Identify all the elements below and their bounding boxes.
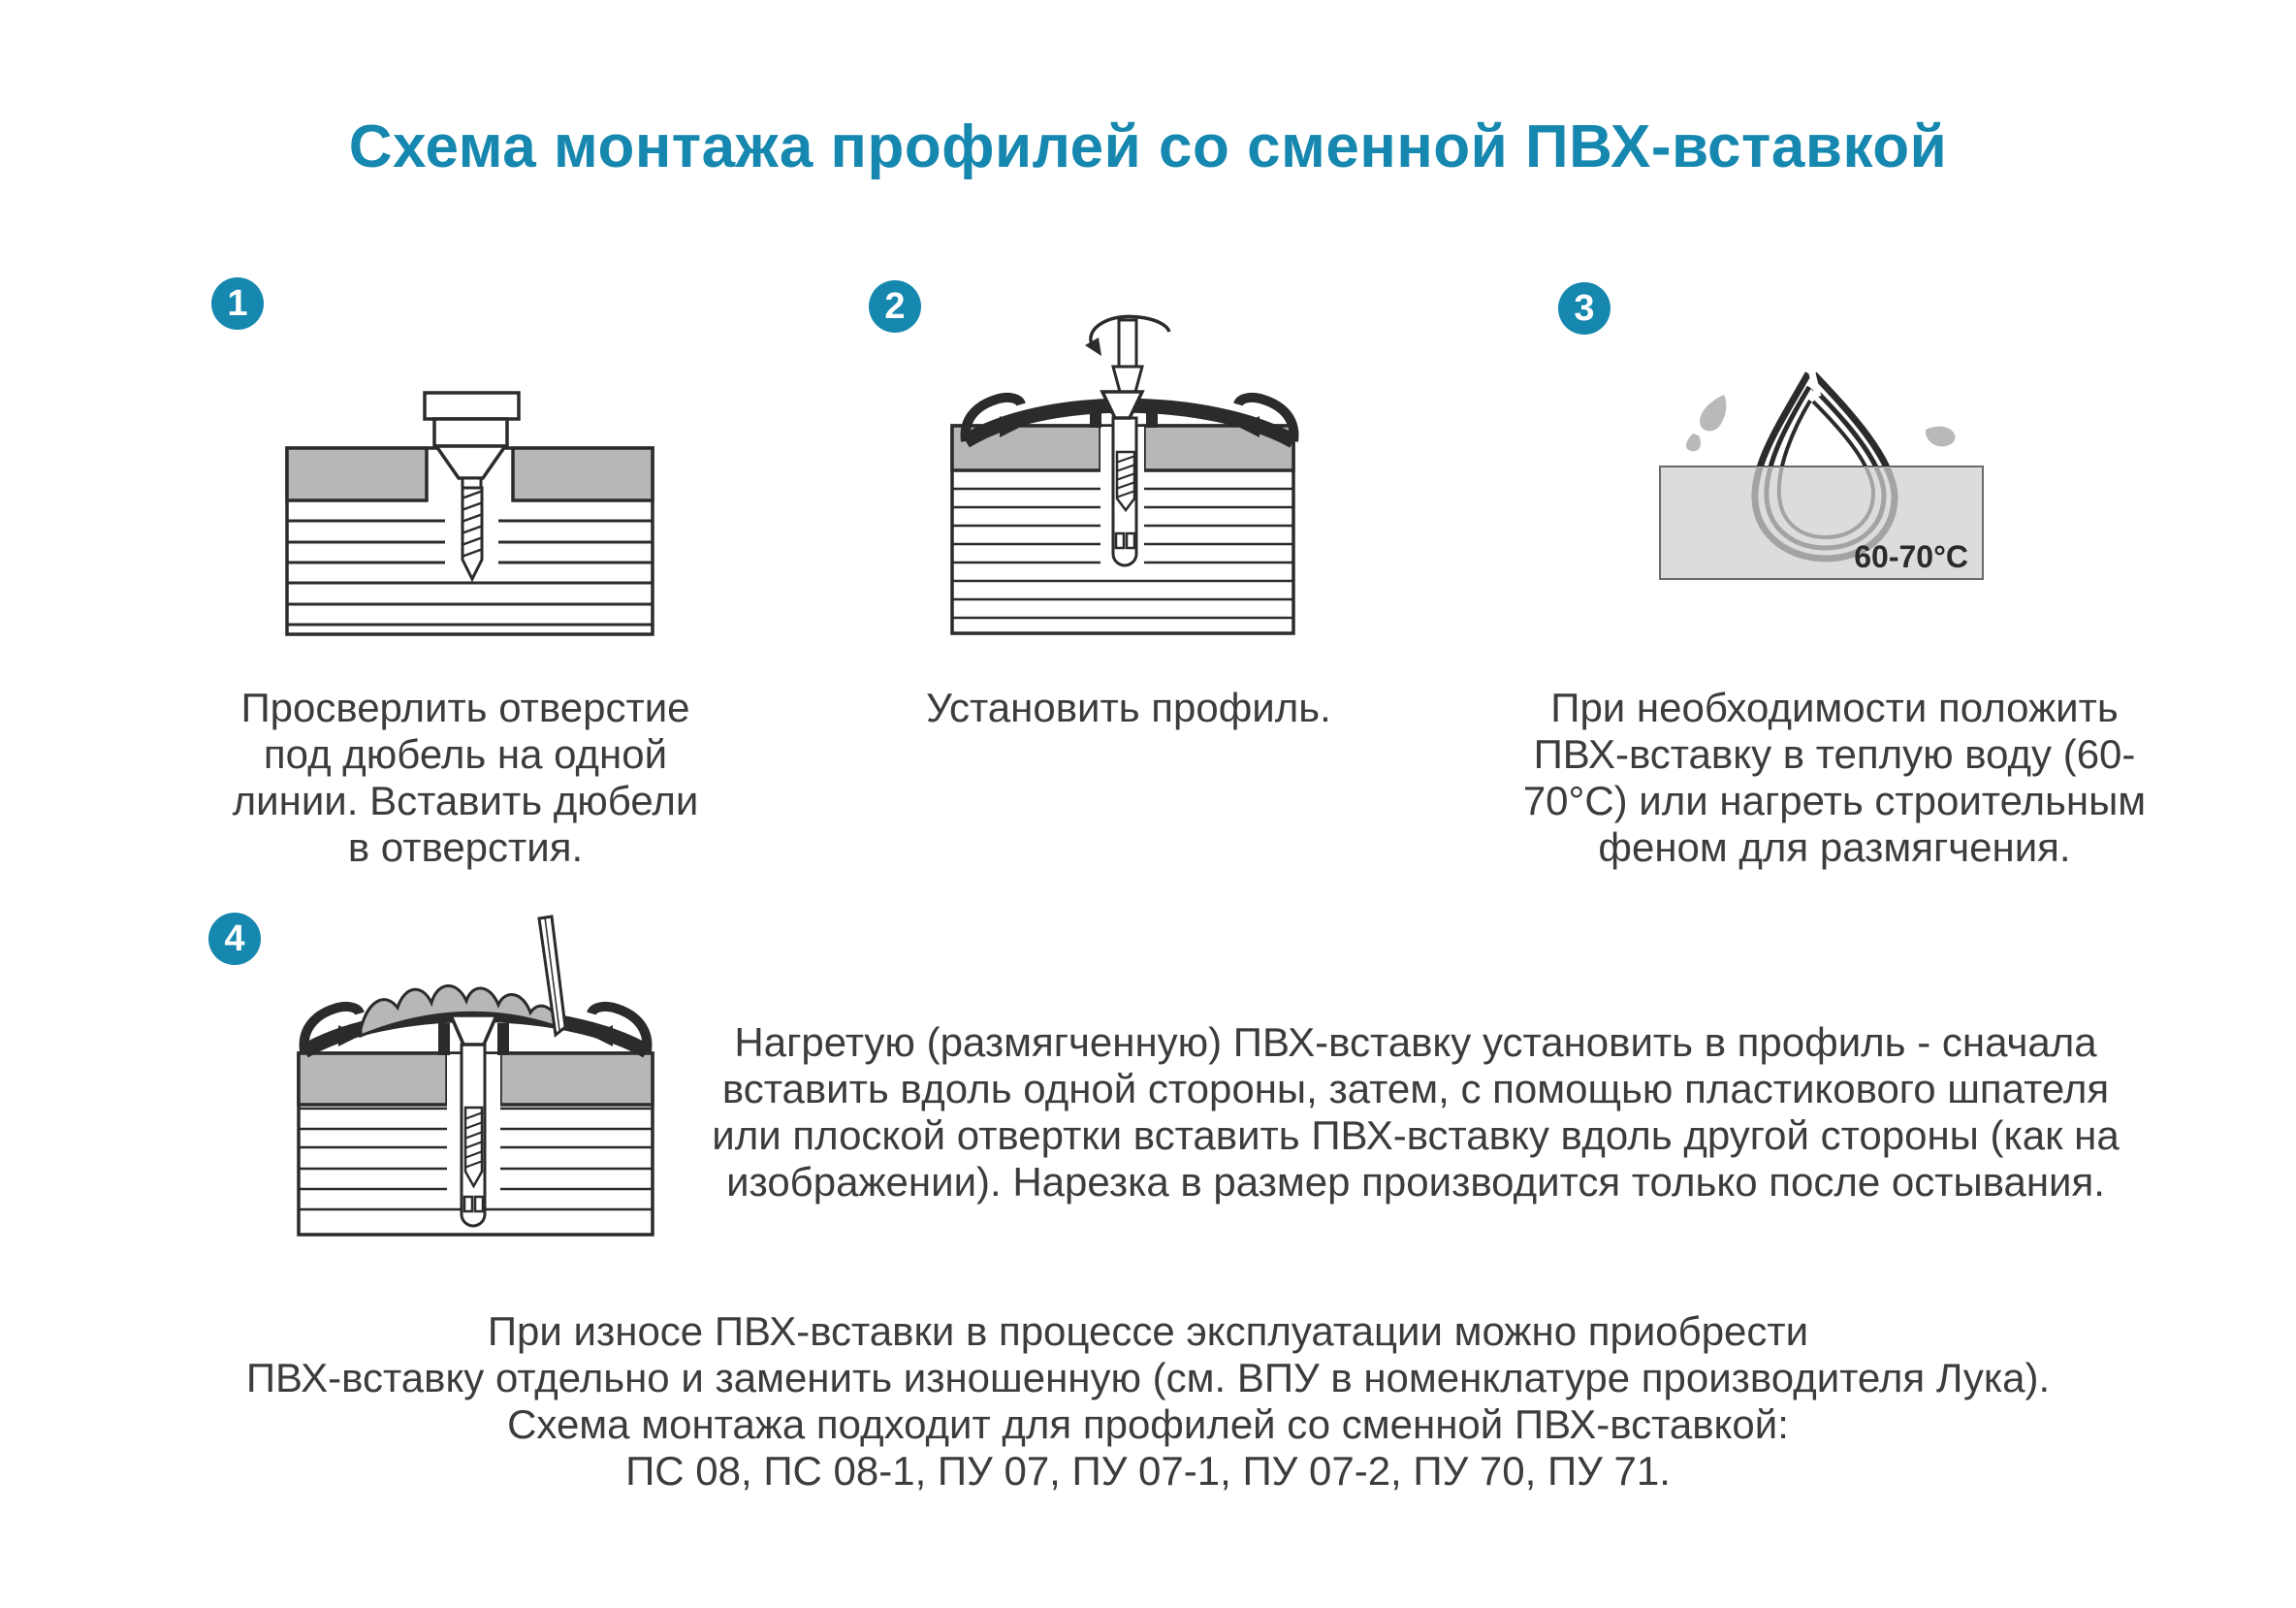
step-4-illustration <box>291 907 659 1241</box>
step-1-badge: 1 <box>211 277 264 330</box>
footer-text: При износе ПВХ-вставки в процессе эксплуатации можно приобрести ПВХ-вставку отдельно и заменить изношенную (см. ВПУ в номенклатуре производителя Лука). Схема монтажа подходит для профилей со сменной ПВХ-вставкой: ПС 08, ПС 08-1, ПУ 07, ПУ 07-1, ПУ 07-2, ПУ 70, ПУ 71. <box>245 1308 2051 1494</box>
screwdriver-icon <box>1113 320 1142 392</box>
step-3-badge: 3 <box>1558 282 1610 335</box>
screw-head-icon <box>451 1015 496 1045</box>
step-3-caption: При необходимости положить ПВХ-вставку в теплую воду (60- 70°C) или нагреть строительным феном для размягчения. <box>1522 685 2147 870</box>
water-temperature-label: 60-70°C <box>1854 539 1968 574</box>
step-1-caption: Просверлить отверстие под дюбель на одной линии. Вставить дюбели в отверстия. <box>232 685 699 870</box>
screw-icon <box>462 488 483 579</box>
step-4-badge: 4 <box>208 913 261 965</box>
step-2-illustration <box>945 310 1309 640</box>
dowel-and-screw-icon <box>1113 418 1136 565</box>
dowel-and-screw-icon <box>462 1045 485 1226</box>
step-2-badge: 2 <box>869 280 921 333</box>
screw-head-icon <box>1102 392 1142 418</box>
droplet-icon <box>1686 395 1956 451</box>
step-2-caption: Установить профиль. <box>926 685 1331 730</box>
step-4-caption: Нагретую (размягченную) ПВХ-вставку установить в профиль - сначала вставить вдоль одной стороны, затем, с помощью пластикового шпателя или плоской отвертки вставить ПВХ-вставку вдоль другой стороны (как на изображении). Нарезка в размер производится только после остывания. <box>712 1019 2120 1205</box>
step-1-illustration <box>283 388 657 640</box>
page-title: Схема монтажа профилей со сменной ПВХ-вставкой <box>348 113 1948 180</box>
